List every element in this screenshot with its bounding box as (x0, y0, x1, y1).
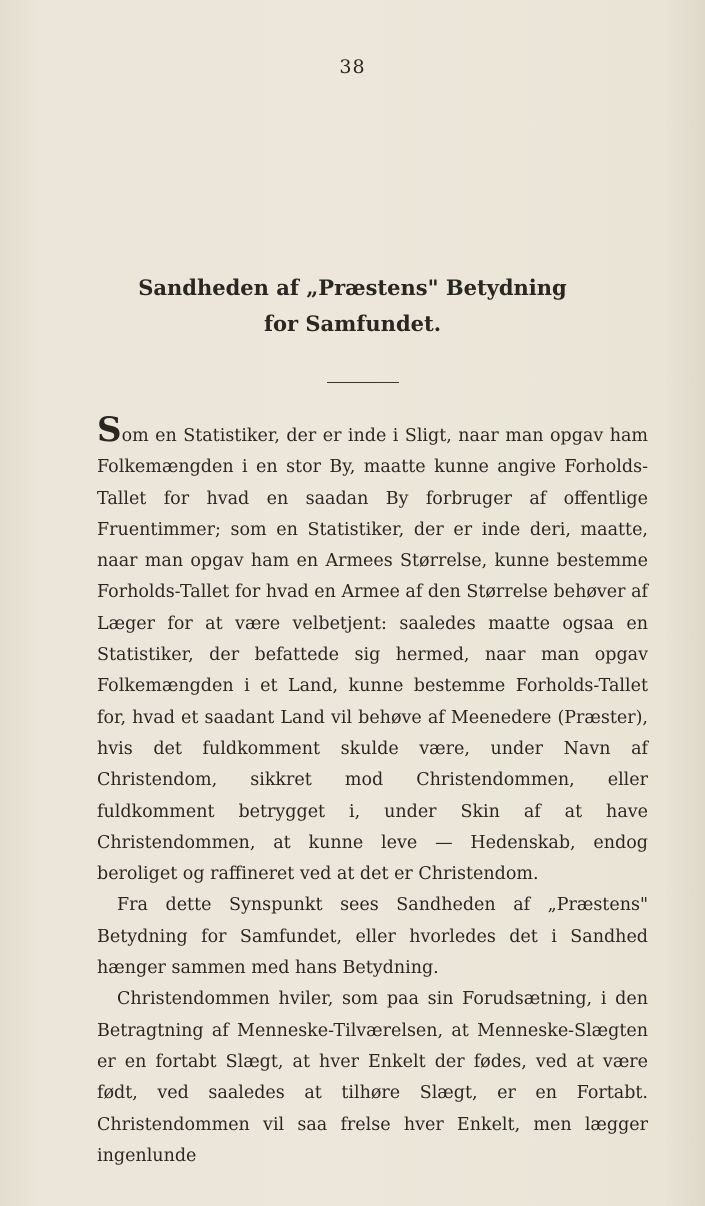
chapter-title-line-1: Sandheden af „Præstens" Betydning (138, 275, 567, 300)
paragraph-1-text: om en Statistiker, der er inde i Sligt, naar man opgav ham Folkemængden i en stor By, maatte kunne angive Forholds-Tallet for hvad en saadan By forbruger af offentlige Fruentimmer; som en Statistiker, der er inde deri, maatte, naar man opgav ham en Armees Størrelse, kunne bestemme Forholds-Tallet for hvad en Armee af den Størrelse behøver af Læger for at være velbetjent: saaledes maatte ogsaa en Statistiker, der befattede sig hermed, naar man opgav Folkemængden i et Land, kunne bestemme Forholds-Tallet for, hvad et saadant Land vil behøve af Meenedere (Præster), hvis det fuldkomment skulde være, under Navn af Christendom, sikkret mod Christendommen, eller fuldkomment betrygget i, under Skin af at have Christendommen, at kunne leve — Hedenskab, endog beroliget og raffineret ved at det er Christendom. (97, 426, 648, 885)
paragraph-1 (97, 410, 648, 890)
drop-cap-letter: S (97, 410, 122, 450)
title-divider (327, 382, 399, 383)
paragraph-2: Fra dette Synspunkt sees Sandheden af „Præstens" Betydning for Samfundet, eller hvorledes det i Sandhed hænger sammen med hans Betydning. (97, 895, 648, 979)
page-number: 38 (339, 56, 366, 78)
paragraph-3: Christendommen hviler, som paa sin Forudsætning, i den Betragtning af Menneske-Tilværelsen, at Menneske-Slægten er en fortabt Slægt, at hver Enkelt der fødes, ved at være født, ved saaledes at tilhøre Slægt, er en Fortabt. Christendommen vil saa frelse hver Enkelt, men lægger ingenlunde (97, 989, 648, 1166)
chapter-title (60, 270, 645, 342)
body-text (97, 410, 648, 1172)
chapter-title-line-2: for Samfundet. (263, 311, 442, 336)
